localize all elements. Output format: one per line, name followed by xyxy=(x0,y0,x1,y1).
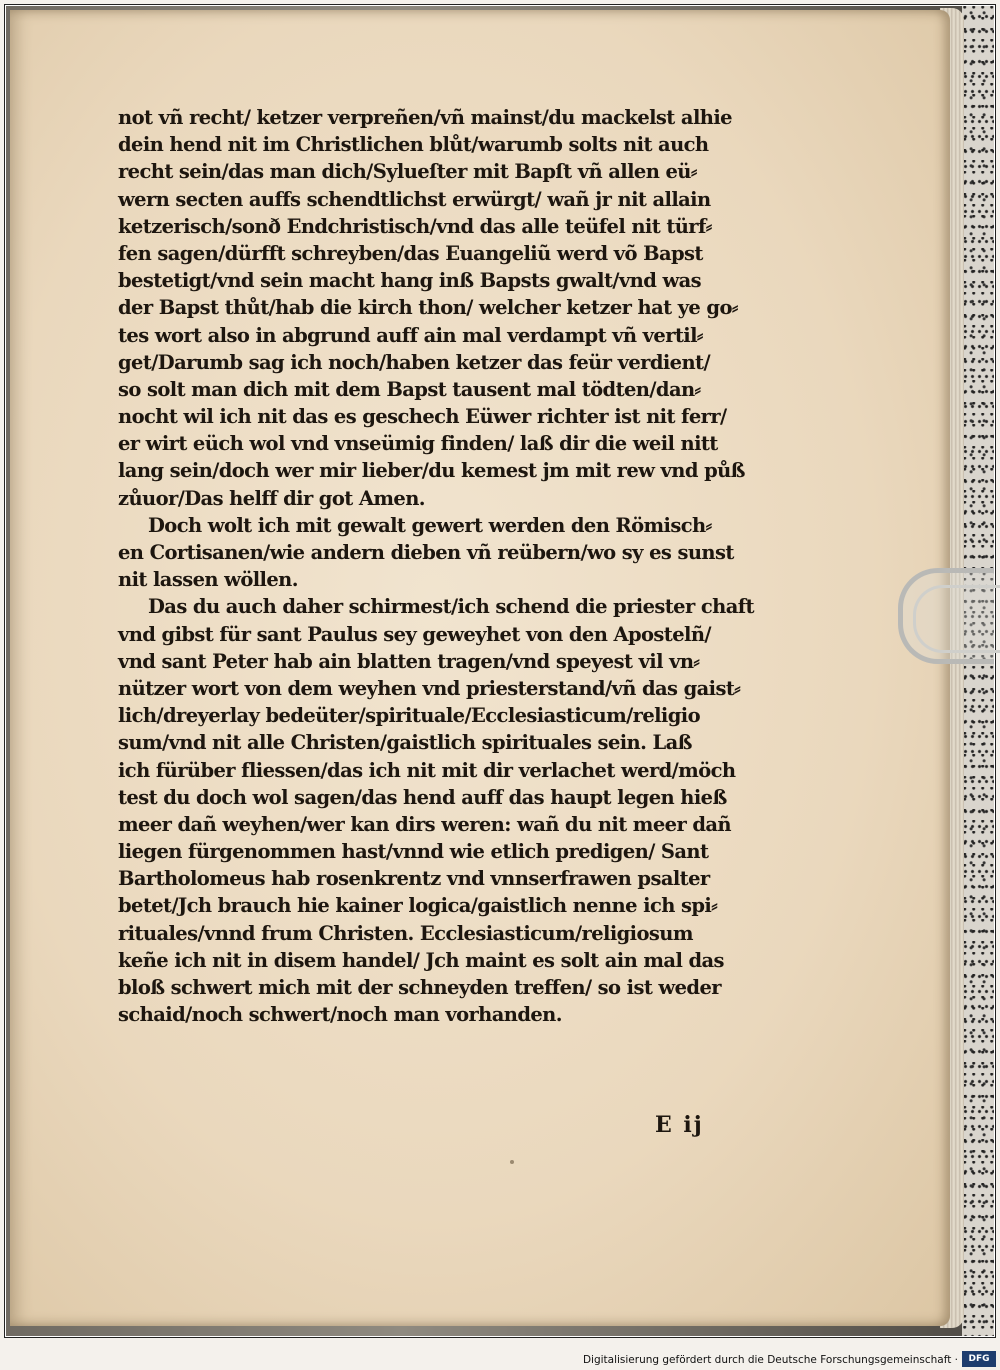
text-line: wern secten auffs schendtlichst erwürgt/ wañ jr nit allain xyxy=(118,187,711,211)
text-line: Doch wolt ich mit gewalt gewert werden den Römisch⸗ xyxy=(148,513,712,537)
text-line: get/Darumb sag ich noch/haben ketzer das feür verdient/ xyxy=(118,350,710,374)
page-text xyxy=(118,104,818,1028)
paper-clip-inner xyxy=(913,585,1000,653)
text-line: lich/dreyerlay bedeüter/spirituale/Ecclesiasticum/religio xyxy=(118,704,700,728)
footer-bar xyxy=(0,1340,1000,1370)
text-line: sum/vnd nit alle Christen/gaistlich spirituales sein. Laß xyxy=(118,731,692,755)
text-line: er wirt eüch wol vnd vnseümig finden/ laß dir die weil nitt xyxy=(118,432,718,456)
text-line: dein hend nit im Christlichen blůt/warumb solts nit auch xyxy=(118,133,709,157)
text-line: bloß schwert mich mit der schneyden treffen/ so ist weder xyxy=(118,976,721,999)
text-line: vnd gibst für sant Paulus sey geweyhet von den Apostelñ/ xyxy=(118,622,711,646)
text-line: ich fürüber fliessen/das ich nit mit dir verlachet werd/möch xyxy=(118,758,736,782)
text-line: so solt man dich mit dem Bapst tausent mal tödten/dan⸗ xyxy=(118,377,701,401)
text-line: rituales/vnnd frum Christen. Ecclesiasticum/religiosum xyxy=(118,921,693,945)
text-line: meer dañ weyhen/wer kan dirs weren: wañ du nit meer dañ xyxy=(118,812,731,836)
scan-edge xyxy=(962,6,994,1336)
signature-mark: E ij xyxy=(655,1112,704,1138)
text-line: fen sagen/dürfft schreyben/das Euangeliũ werd võ Bapst xyxy=(118,241,703,265)
text-line: Bartholomeus hab rosenkrentz vnd vnnserfrawen psalter xyxy=(118,867,710,891)
text-line: keñe ich nit in disem handel/ Jch maint es solt ain mal das xyxy=(118,948,724,972)
text-line: nocht wil ich nit das es geschech Eüwer richter ist nit ferr/ xyxy=(118,405,727,429)
page-speck xyxy=(510,1160,514,1164)
text-line: tes wort also in abgrund auff ain mal verdampt vñ vertil⸗ xyxy=(118,323,703,347)
text-line: nützer wort von dem weyhen vnd priesterstand/vñ das gaist⸗ xyxy=(118,676,741,700)
text-line: der Bapst thůt/hab die kirch thon/ welcher ketzer hat ye go⸗ xyxy=(118,296,738,320)
paper-clip xyxy=(898,568,994,664)
text-line: en Cortisanen/wie andern dieben vñ reübern/wo sy es sunst xyxy=(118,541,734,564)
text-line: test du doch wol sagen/das hend auff das haupt legen hieß xyxy=(118,785,727,809)
text-line: liegen fürgenommen hast/vnnd wie etlich predigen/ Sant xyxy=(118,840,709,864)
text-line: zůuor/Das helff dir got Amen. xyxy=(118,486,425,510)
text-line: ketzerisch/sonð Endchristisch/vnd das alle teüfel nit türf⸗ xyxy=(118,214,712,238)
dfg-logo: DFG xyxy=(962,1351,996,1367)
text-line: vnd sant Peter hab ain blatten tragen/vnd speyest vil vn⸗ xyxy=(118,649,700,673)
footer-credit: Digitalisierung gefördert durch die Deutsche Forschungsgemeinschaft · xyxy=(582,1354,958,1366)
text-line: schaid/noch schwert/noch man vorhanden. xyxy=(118,1003,562,1027)
text-line: not vñ recht/ ketzer verpreñen/vñ mainst/du mackelst alhie xyxy=(118,106,732,129)
text-line: Das du auch daher schirmest/ich schend die priester chaft xyxy=(148,595,754,619)
text-line: nit lassen wöllen. xyxy=(118,568,298,592)
text-line: recht sein/das man dich/Sylueſter mit Bapſt vñ allen eü⸗ xyxy=(118,160,697,184)
text-line: lang sein/doch wer mir lieber/du kemest jm mit rew vnd půß xyxy=(118,459,745,483)
text-line: betet/Jch brauch hie kainer logica/gaistlich nenne ich spi⸗ xyxy=(118,894,718,918)
text-line: bestetigt/vnd sein macht hang inß Bapsts gwalt/vnd was xyxy=(118,269,702,293)
